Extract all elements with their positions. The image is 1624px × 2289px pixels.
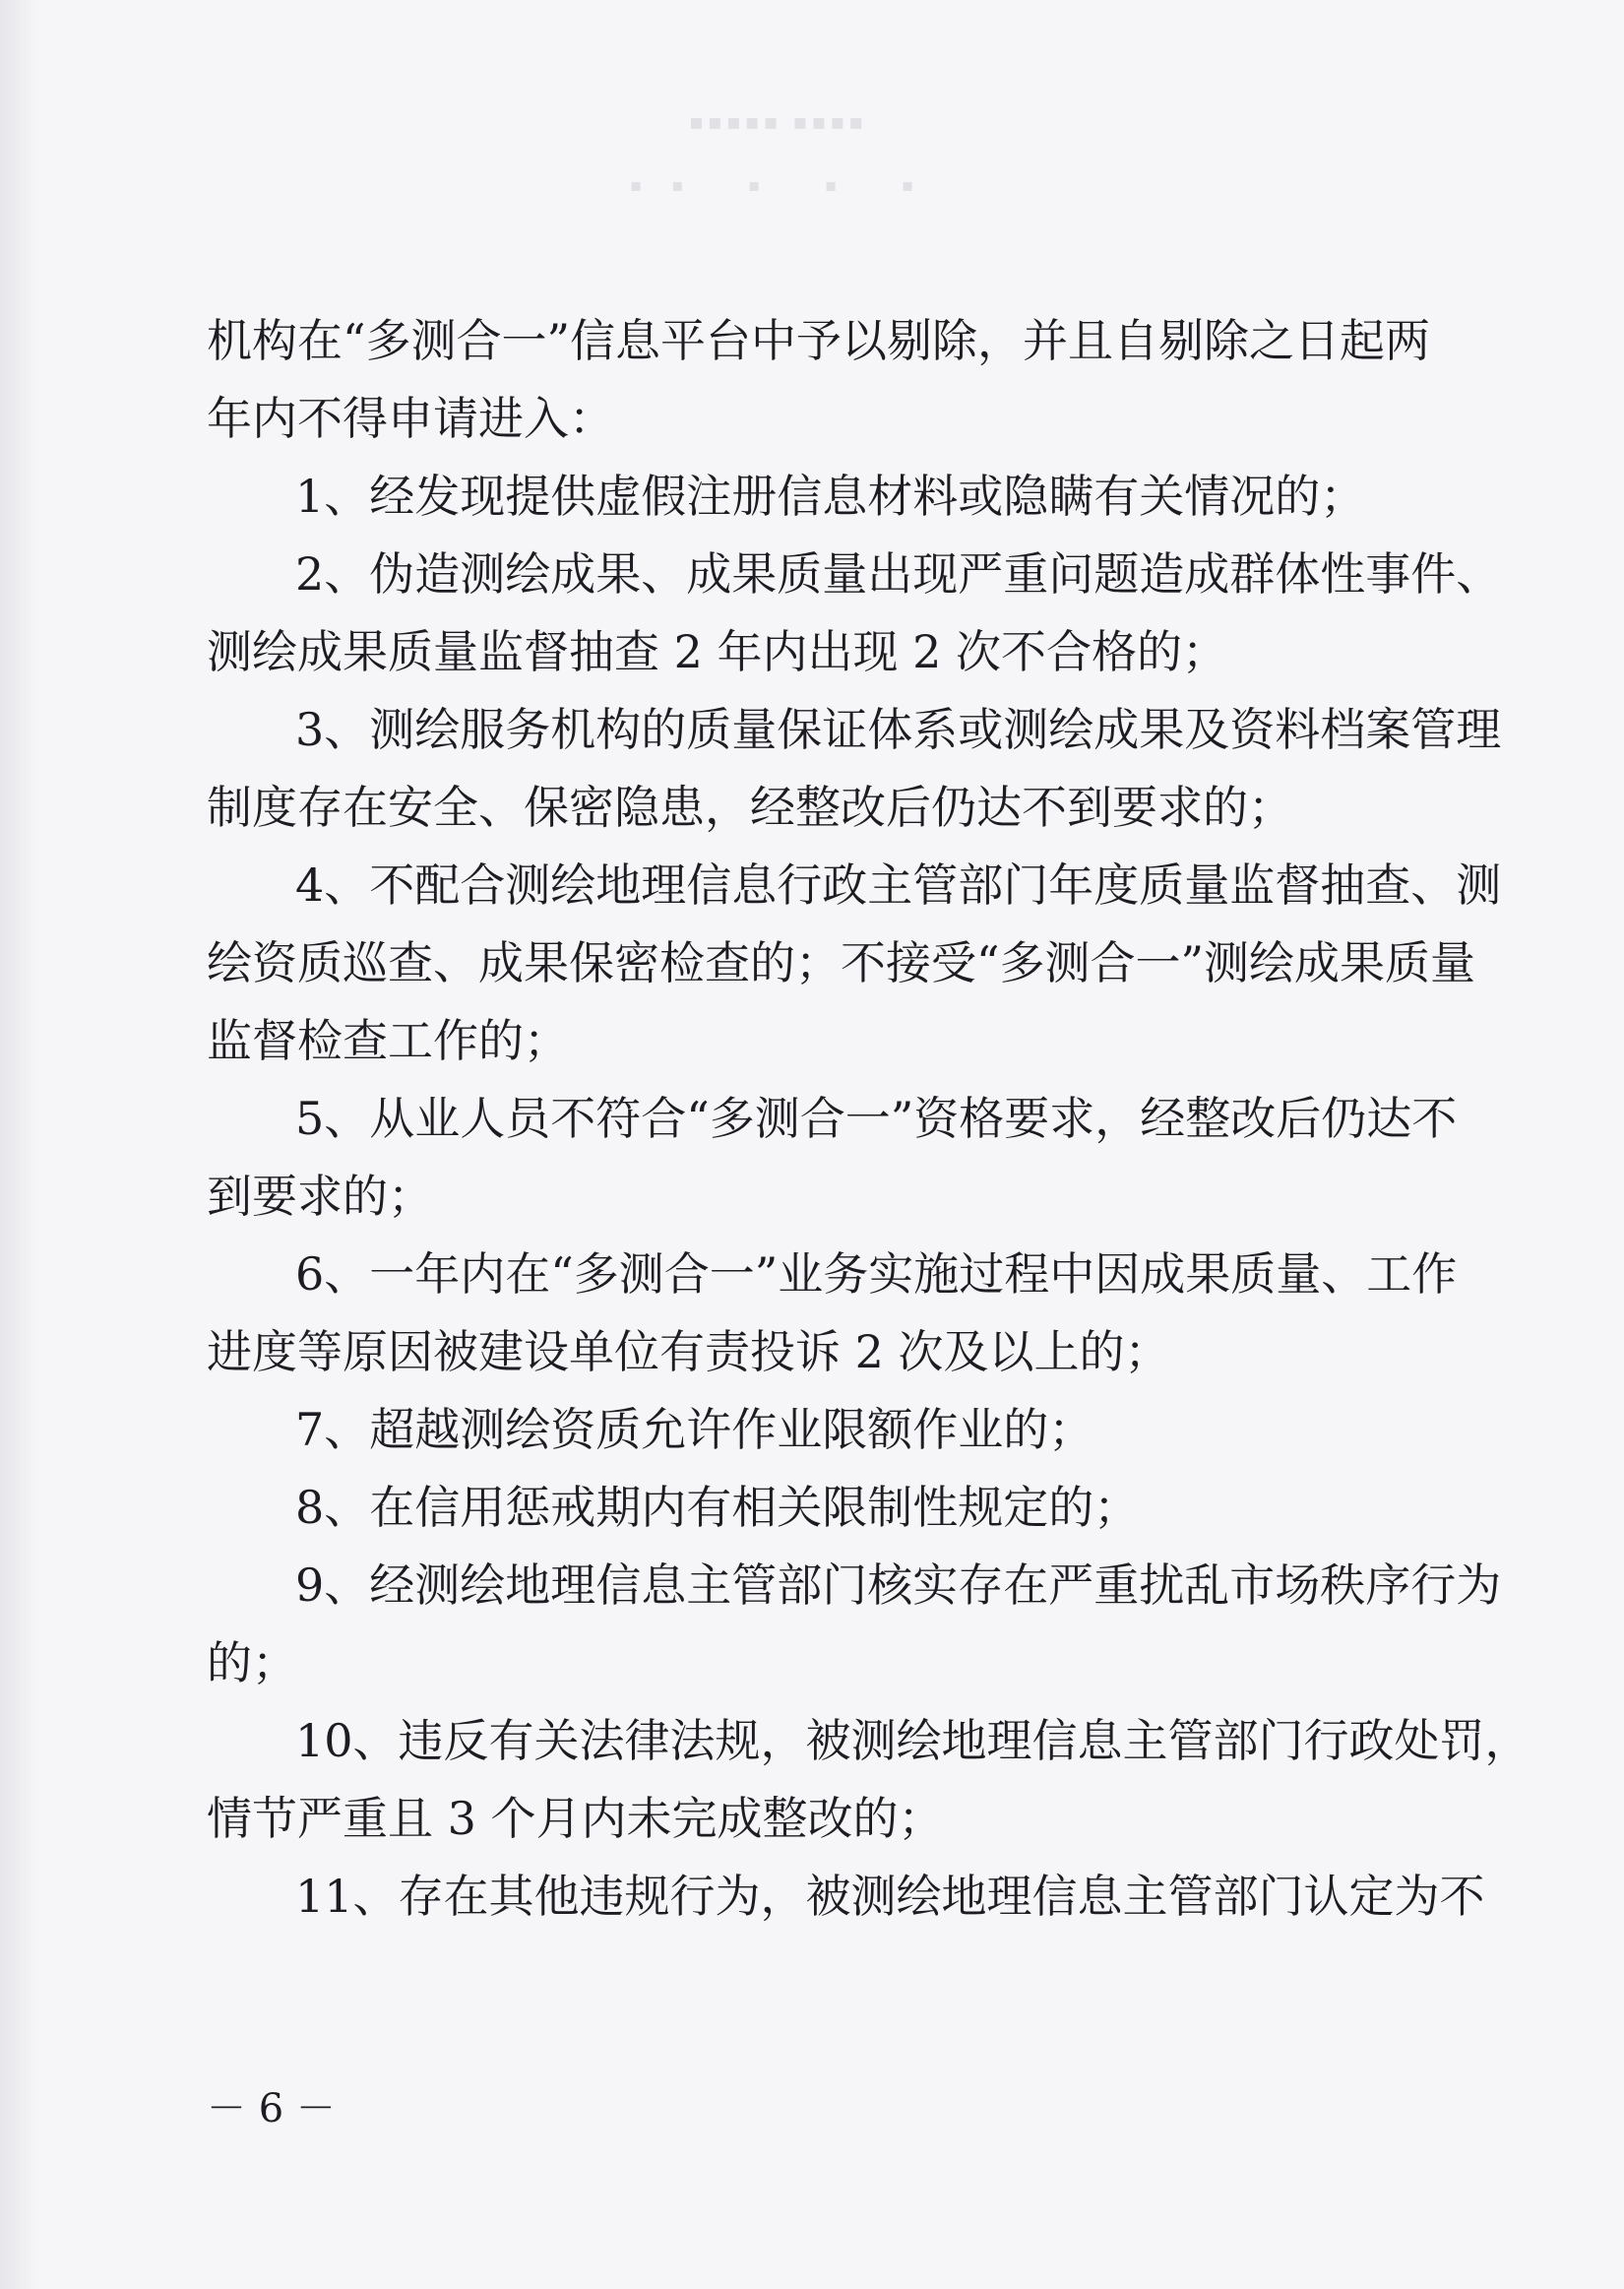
list-item-6: 6、一年内在“多测合一”业务实施过程中因成果质量、工作	[295, 1247, 1458, 1301]
text-line: 进度等原因被建设单位有责投诉 2 次及以上的；	[207, 1325, 1170, 1378]
show-through-text: ▪▪ ▪ ▪ ▪	[630, 175, 944, 196]
text-line: 绘资质巡查、成果保密检查的；不接受“多测合一”测绘成果质量	[207, 936, 1476, 989]
text-line: 测绘成果质量监督抽查 2 年内出现 2 次不合格的；	[207, 625, 1228, 678]
text-line: 到要求的；	[207, 1170, 433, 1223]
list-item-11: 11、存在其他违规行为，被测绘地理信息主管部门认定为不	[295, 1870, 1485, 1923]
list-item-3: 3、测绘服务机构的质量保证体系或测绘成果及资料档案管理	[295, 703, 1502, 756]
list-item-10: 10、违反有关法律法规，被测绘地理信息主管部门行政处罚，	[295, 1714, 1530, 1767]
text-line: 制度存在安全、保密隐患，经整改后仍达不到要求的；	[207, 781, 1293, 834]
list-item-1: 1、经发现提供虚假注册信息材料或隐瞒有关情况的；	[295, 470, 1366, 523]
list-item-4: 4、不配合测绘地理信息行政主管部门年度质量监督抽查、测	[295, 858, 1502, 912]
text-line: 机构在“多测合一”信息平台中予以剔除，并且自剔除之日起两	[207, 314, 1431, 367]
show-through-text: ▪▪▪▪▪ ▪▪▪▪	[689, 110, 868, 135]
text-line: 的；	[207, 1636, 297, 1689]
body-text	[207, 302, 1530, 1936]
text-line: 监督检查工作的；	[207, 1014, 569, 1067]
list-item-7: 7、超越测绘资质允许作业限额作业的；	[295, 1403, 1094, 1456]
page-number: － 6 －	[207, 2086, 336, 2131]
list-item-2: 2、伪造测绘成果、成果质量出现严重问题造成群体性事件、	[295, 547, 1502, 601]
list-item-5: 5、从业人员不符合“多测合一”资格要求，经整改后仍达不	[295, 1092, 1458, 1145]
text-line: 年内不得申请进入：	[207, 392, 614, 445]
list-item-9: 9、经测绘地理信息主管部门核实存在严重扰乱市场秩序行为	[295, 1558, 1502, 1612]
text-line: 情节严重且 3 个月内未完成整改的；	[207, 1792, 944, 1845]
list-item-8: 8、在信用惩戒期内有相关限制性规定的；	[295, 1481, 1140, 1534]
